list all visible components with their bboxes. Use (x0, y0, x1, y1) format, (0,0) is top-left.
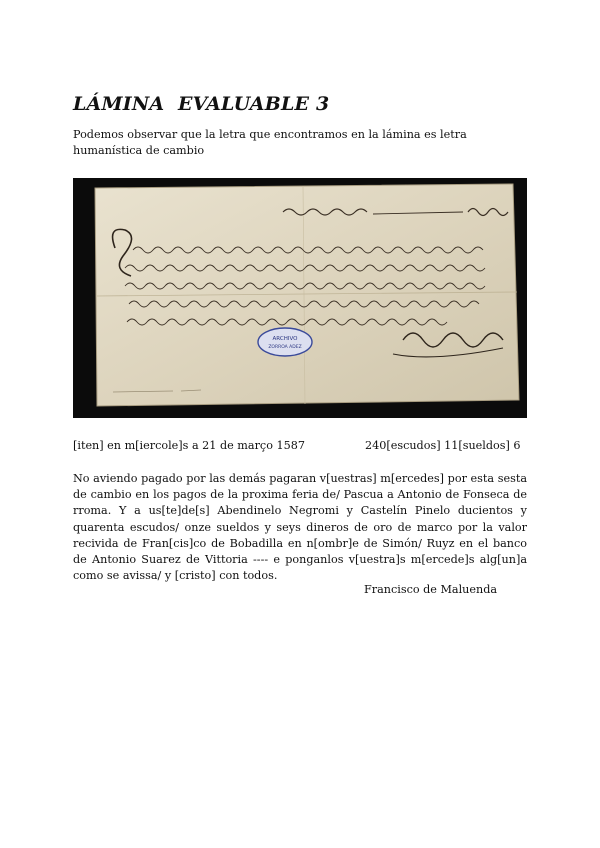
caption-amount: 240[escudos] 11[sueldos] 6 (365, 439, 521, 452)
stamp-line-1: ARCHIVO (272, 336, 298, 342)
transcription-paragraph: No aviendo pagado por las demás pagaran v[uestras] m[ercedes] por esta sesta de cambio en los pagos de la proxima feria de/ Pascua a Antonio de Fonseca de rroma. Y a us[te]de[s] Abendinelo Negromi y Castelín Pinelo ducientos y quarenta escudos/ onze sueldos y seys dineros de oro de marco por la valor recivida de Fran[cis]co de Bobadilla en n[ombr]e de Simón/ Ruyz en el banco de Antonio Suarez de Vittoria ---- e ponganlos v[uestra]s m[ercede]s alg[un]a como se avissa/ y [cristo] con todos. (73, 472, 527, 583)
intro-paragraph: Podemos observar que la letra que encontramos en la lámina es letra humanística de cambio (73, 128, 467, 157)
signature-name: Francisco de Maluenda (364, 583, 498, 596)
manuscript-photo (73, 178, 527, 418)
stamp-line-2: ZORROA ADEZ (268, 345, 302, 350)
manuscript-image (73, 178, 527, 418)
caption-date: [iten] en m[iercole]s a 21 de março 1587 (73, 439, 305, 452)
page-title: LÁMINA EVALUABLE 3 (73, 93, 330, 115)
